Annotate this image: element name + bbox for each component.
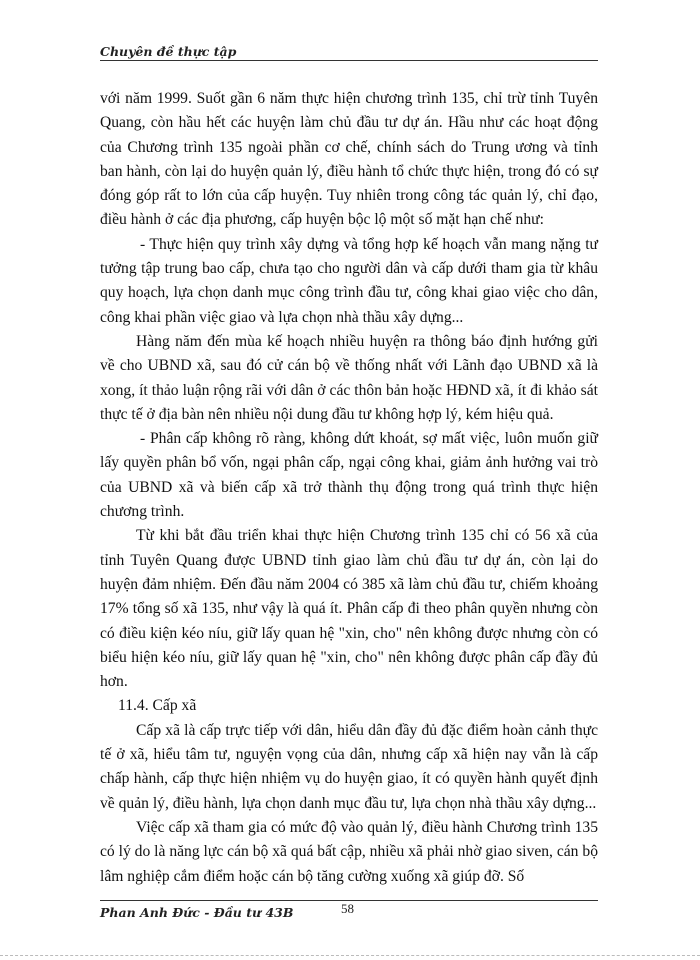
paragraph: - Thực hiện quy trình xây dựng và tổng hợp kế hoạch vẫn mang nặng tư tưởng tập trung bao cấp, chưa tạo cho người dân và cấp dưới tham gia từ khâu quy hoạch, lựa chọn danh mục công trình đầu tư, công khai giao việc cho dân, công khai phần việc giao và lựa chọn nhà thầu xây dựng... xyxy=(100,235,598,326)
paragraph: Từ khi bắt đầu triển khai thực hiện Chương trình 135 chỉ có 56 xã của tỉnh Tuyên Quang được UBND tỉnh giao làm chủ đầu tư dự án, còn lại do huyện đảm nhiệm. Đến đầu năm 2004 có 385 xã làm chủ đầu tư, chiếm khoảng 17% tổng số xã 135, như vậy là quá ít. Phân cấp đi theo phân quyền nhưng còn có điều kiện kéo níu, giữ lấy quan hệ "xin, cho" nên không được nhưng còn có biểu hiện kéo níu, giữ lấy quan hệ "xin, cho" nên không được phân cấp đầy đủ hơn. xyxy=(100,527,598,691)
paragraph: - Phân cấp không rõ ràng, không dứt khoát, sợ mất việc, luôn muốn giữ lấy quyền phân bổ vốn, ngại phân cấp, ngại công khai, giảm ảnh hưởng vai trò của UBND xã và biến cấp xã trở thành thụ động trong quá trình thực hiện chương trình. xyxy=(100,430,598,521)
paragraph: Cấp xã là cấp trực tiếp với dân, hiểu dân đầy đủ đặc điểm hoàn cảnh thực tế ở xã, hiểu tâm tư, nguyện vọng của dân, nhưng cấp xã hiện nay vẫn là cấp chấp hành, cấp thực hiện nhiệm vụ do huyện giao, ít có quyền hành quyết định về quản lý, điều hành, lựa chọn danh mục đầu tư, lựa chọn nhà thầu xây dựng... xyxy=(100,721,598,812)
body-text xyxy=(100,87,598,889)
footer-author: Phan Anh Đức - Đầu tư 43B xyxy=(100,905,294,920)
section-heading: 11.4. Cấp xã xyxy=(118,697,197,715)
paragraph: Hàng năm đến mùa kế hoạch nhiều huyện ra thông báo định hướng gửi về cho UBND xã, sau đó cử cán bộ về thống nhất với Lãnh đạo UBND xã là xong, ít thảo luận rộng rãi với dân ở các thôn bản hoặc HĐND xã, ít đi khảo sát thực tế ở địa bàn nên nhiều nội dung đầu tư không hợp lý, kém hiệu quả. xyxy=(100,332,598,423)
header-divider xyxy=(100,60,598,61)
page-number: 58 xyxy=(341,901,354,916)
page-border xyxy=(0,955,700,956)
paragraph: với năm 1999. Suốt gần 6 năm thực hiện chương trình 135, chỉ trừ tỉnh Tuyên Quang, còn hầu hết các huyện làm chủ đầu tư dự án. Hầu như các hoạt động của Chương trình 135 ngoài phần cơ chế, chính sách do Trung ương và tỉnh ban hành, còn lại do huyện quản lý, điều hành tổ chức thực hiện, trong đó có sự đóng góp rất to lớn của cấp huyện. Tuy nhiên trong công tác quản lý, chỉ đạo, điều hành ở các địa phương, cấp huyện bộc lộ một số mặt hạn chế như: xyxy=(100,90,598,229)
header-title: Chuyên đề thực tập xyxy=(100,44,237,59)
paragraph: Việc cấp xã tham gia có mức độ vào quản lý, điều hành Chương trình 135 có lý do là năng lực cán bộ xã quá bất cập, nhiều xã phải nhờ giao siven, cán bộ lâm nghiệp cắm điểm hoặc cán bộ tăng cường xuống xã giúp đỡ. Số xyxy=(100,818,598,885)
